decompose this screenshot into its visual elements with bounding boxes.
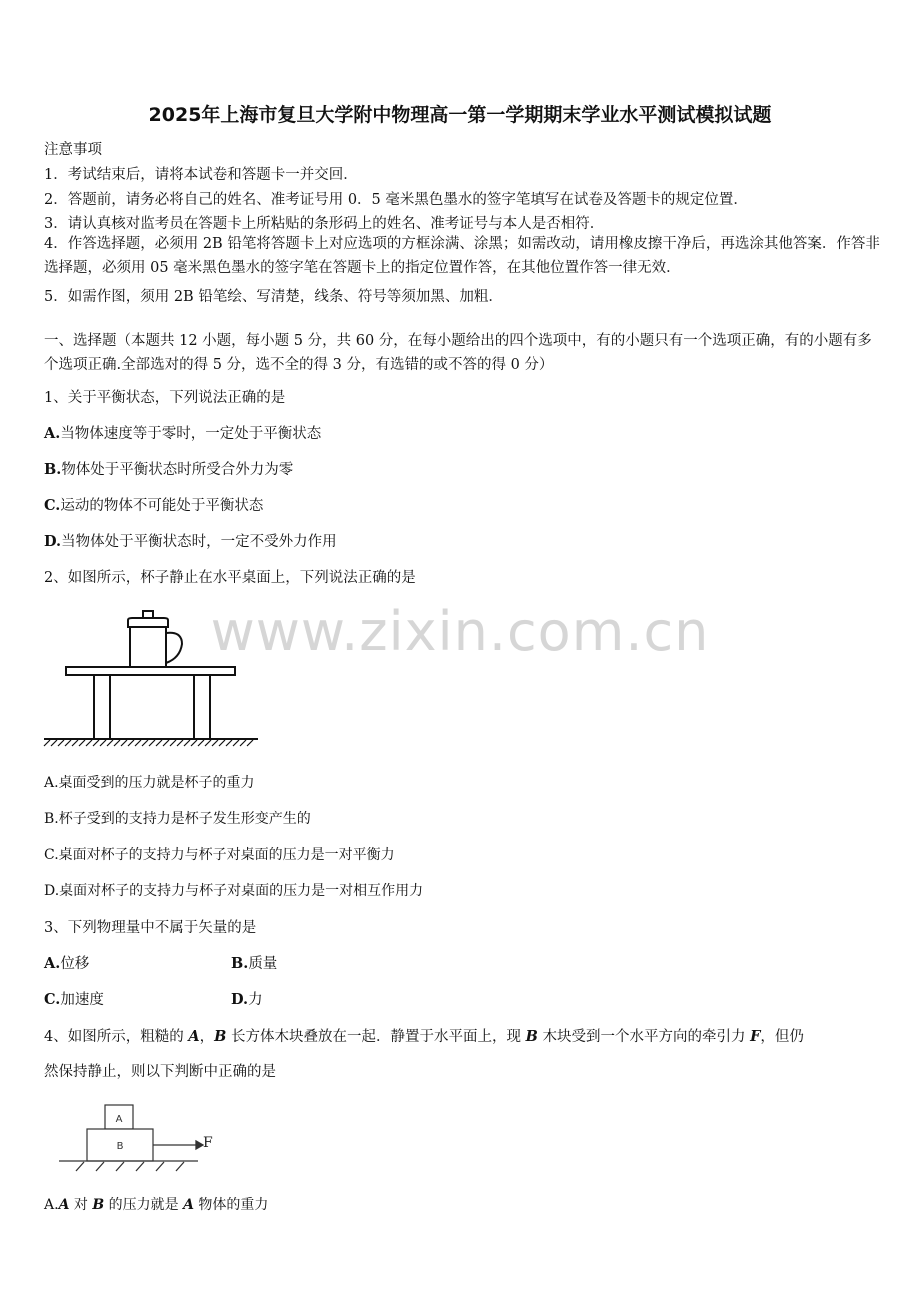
option-a: A.桌面受到的压力就是杯子的重力 <box>44 775 255 791</box>
block-b-label: B <box>116 1141 124 1152</box>
watermark: www.zixin.com.cn <box>210 600 710 663</box>
notice-heading: 注意事项 <box>44 142 102 158</box>
question-stem: 1、关于平衡状态，下列说法正确的是 <box>44 390 286 406</box>
block-a-label: A <box>115 1114 123 1125</box>
option-d: D.力 <box>231 991 263 1008</box>
option-d: D.当物体处于平衡状态时，一定不受外力作用 <box>44 533 337 550</box>
notice-item: 5．如需作图，须用 2B 铅笔绘、写清楚，线条、符号等须加黑、加粗． <box>44 289 503 305</box>
section-heading: 一、选择题（本题共 12 小题，每小题 5 分，共 60 分，在每小题给出的四个选项中，有的小题只有一个选项正确，有的小题有多个选项正确.全部选对的得 5 分，选不全的得 3 分，有选错的或不答的得 0 分） <box>44 333 872 373</box>
option-a: A.位移 <box>44 955 90 972</box>
cup-on-table-figure <box>40 600 280 750</box>
option-b: B.质量 <box>231 955 278 972</box>
notice-item: 3．请认真核对监考员在答题卡上所粘贴的条形码上的姓名、准考证号与本人是否相符． <box>44 216 605 232</box>
question-stem: 3、下列物理量中不属于矢量的是 <box>44 920 257 936</box>
force-f-label: F <box>203 1135 213 1151</box>
question-stem-continued: 然保持静止，则以下判断中正确的是 <box>44 1064 276 1080</box>
option-b: B.杯子受到的支持力是杯子发生形变产生的 <box>44 811 311 827</box>
option-c: C.加速度 <box>44 991 104 1008</box>
option-c: C.运动的物体不可能处于平衡状态 <box>44 497 264 514</box>
stacked-blocks-figure <box>56 1104 226 1174</box>
option-a: A.当物体速度等于零时，一定处于平衡状态 <box>44 425 322 442</box>
option-d: D.桌面对杯子的支持力与杯子对桌面的压力是一对相互作用力 <box>44 883 424 899</box>
option-c: C.桌面对杯子的支持力与杯子对桌面的压力是一对平衡力 <box>44 847 395 863</box>
question-stem: 2、如图所示，杯子静止在水平桌面上，下列说法正确的是 <box>44 570 416 586</box>
page-title: 2025年上海市复旦大学附中物理高一第一学期期末学业水平测试模拟试题 <box>148 104 772 126</box>
option-b: B.物体处于平衡状态时所受合外力为零 <box>44 461 294 478</box>
notice-item: 2．答题前，请务必将自己的姓名、准考证号用 0．5 毫米黑色墨水的签字笔填写在试卷及答题卡的规定位置． <box>44 192 748 208</box>
notice-item: 1．考试结束后，请将本试卷和答题卡一并交回． <box>44 167 358 183</box>
question-stem: 4、如图所示，粗糙的 A，B 长方体木块叠放在一起．静置于水平面上，现 B 木块受到一个水平方向的牵引力 F，但仍 <box>44 1028 804 1045</box>
notice-item: 4．作答选择题，必须用 2B 铅笔将答题卡上对应选项的方框涂满、涂黑；如需改动，请用橡皮擦干净后，再选涂其他答案．作答非选择题，必须用 05 毫米黑色墨水的签字笔在答题卡上的指定位置作答，在其他位置作答一律无效． <box>44 236 880 276</box>
option-a: A.A 对 B 的压力就是 A 物体的重力 <box>44 1197 269 1213</box>
